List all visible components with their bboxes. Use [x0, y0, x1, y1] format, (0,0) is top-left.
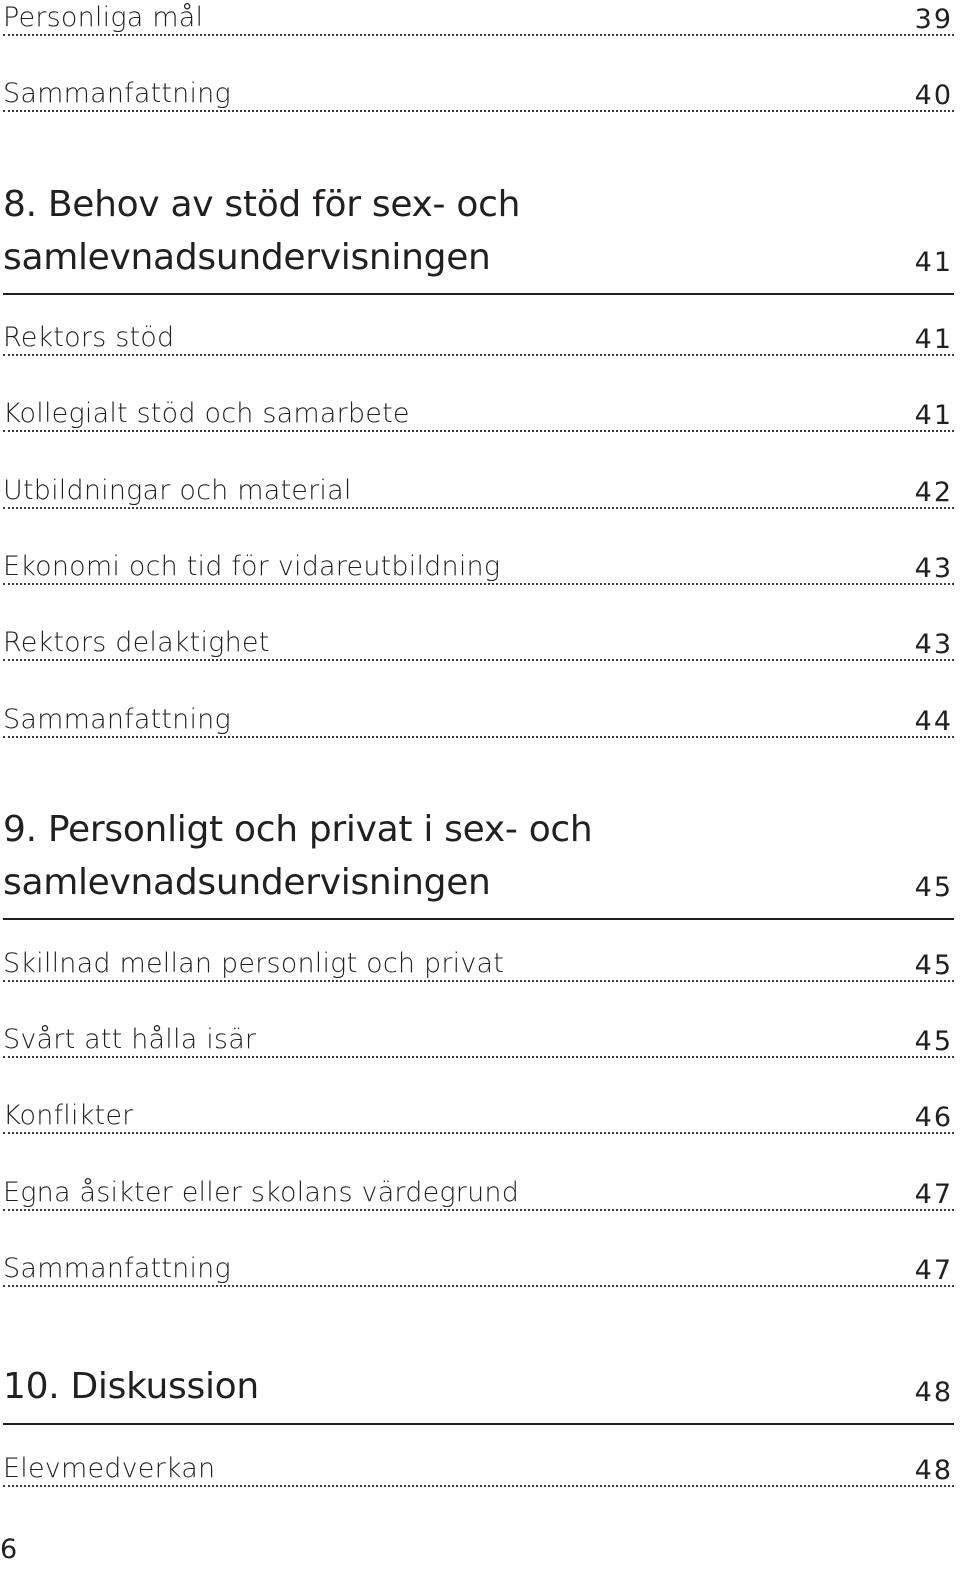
toc-entry[interactable]	[3, 1022, 954, 1058]
chapter-title: 10. Diskussion	[3, 1366, 259, 1407]
toc-entry[interactable]	[3, 549, 954, 585]
toc-entry[interactable]	[3, 1098, 954, 1134]
toc-entry-page: 41	[914, 400, 953, 431]
toc-entry-page: 45	[914, 950, 953, 981]
toc-chapter-10[interactable]	[3, 1360, 954, 1425]
toc-entry-label: Personliga mål	[3, 2, 204, 33]
toc-entry-label: Sammanfattning	[3, 1253, 231, 1284]
toc-entry-page: 46	[914, 1102, 953, 1133]
toc-entry[interactable]	[3, 1175, 954, 1211]
toc-entry-page: 41	[914, 324, 953, 355]
toc-entry-label: Sammanfattning	[3, 704, 231, 735]
chapter-title-line1: 9. Personligt och privat i sex- och	[3, 809, 593, 850]
toc-entry[interactable]	[3, 625, 954, 661]
toc-entry-label: Ekonomi och tid för vidareutbildning	[3, 551, 501, 582]
toc-entry-page: 47	[914, 1179, 953, 1210]
toc-entry-page: 48	[914, 1455, 953, 1486]
toc-entry-label: Svårt att hålla isär	[3, 1024, 257, 1055]
toc-entry-label: Skillnad mellan personligt och privat	[3, 948, 505, 979]
toc-entry[interactable]	[3, 473, 954, 509]
chapter-page: 45	[914, 872, 953, 903]
toc-entry-label: Kollegialt stöd och samarbete	[3, 398, 410, 429]
chapter-page: 48	[914, 1377, 953, 1408]
toc-entry[interactable]	[3, 946, 954, 982]
chapter-title-line2: samlevnadsundervisningen	[3, 862, 491, 903]
toc-entry-page: 44	[914, 706, 953, 737]
toc-entry-page: 39	[914, 4, 953, 35]
toc-entry-page: 43	[914, 553, 953, 584]
toc-entry-page: 42	[914, 477, 953, 508]
toc-entry-page: 43	[914, 629, 953, 660]
toc-entry[interactable]	[3, 1251, 954, 1287]
chapter-title-line2: samlevnadsundervisningen	[3, 237, 491, 278]
chapter-page: 41	[914, 247, 953, 278]
toc-entry-label: Rektors delaktighet	[3, 627, 270, 658]
toc-entry[interactable]	[3, 76, 954, 112]
toc-entry[interactable]	[3, 0, 954, 36]
toc-entry-label: Sammanfattning	[3, 78, 231, 109]
toc-entry-label: Rektors stöd	[3, 322, 175, 353]
toc-entry[interactable]	[3, 396, 954, 432]
toc-entry[interactable]	[3, 320, 954, 356]
toc-entry-page: 47	[914, 1255, 953, 1286]
toc-entry-label: Konflikter	[3, 1100, 134, 1131]
toc-entry[interactable]	[3, 702, 954, 738]
toc-entry-label: Elevmedverkan	[3, 1453, 216, 1484]
toc-entry-page: 40	[914, 80, 953, 111]
toc-entry-label: Egna åsikter eller skolans värdegrund	[3, 1177, 520, 1208]
toc-entry[interactable]	[3, 1451, 954, 1487]
toc-chapter-9[interactable]	[3, 803, 954, 920]
page-number: 6	[0, 1534, 18, 1565]
toc-entry-page: 45	[914, 1026, 953, 1057]
toc-chapter-8[interactable]	[3, 178, 954, 295]
chapter-title-line1: 8. Behov av stöd för sex- och	[3, 184, 521, 225]
toc-entry-label: Utbildningar och material	[3, 475, 352, 506]
